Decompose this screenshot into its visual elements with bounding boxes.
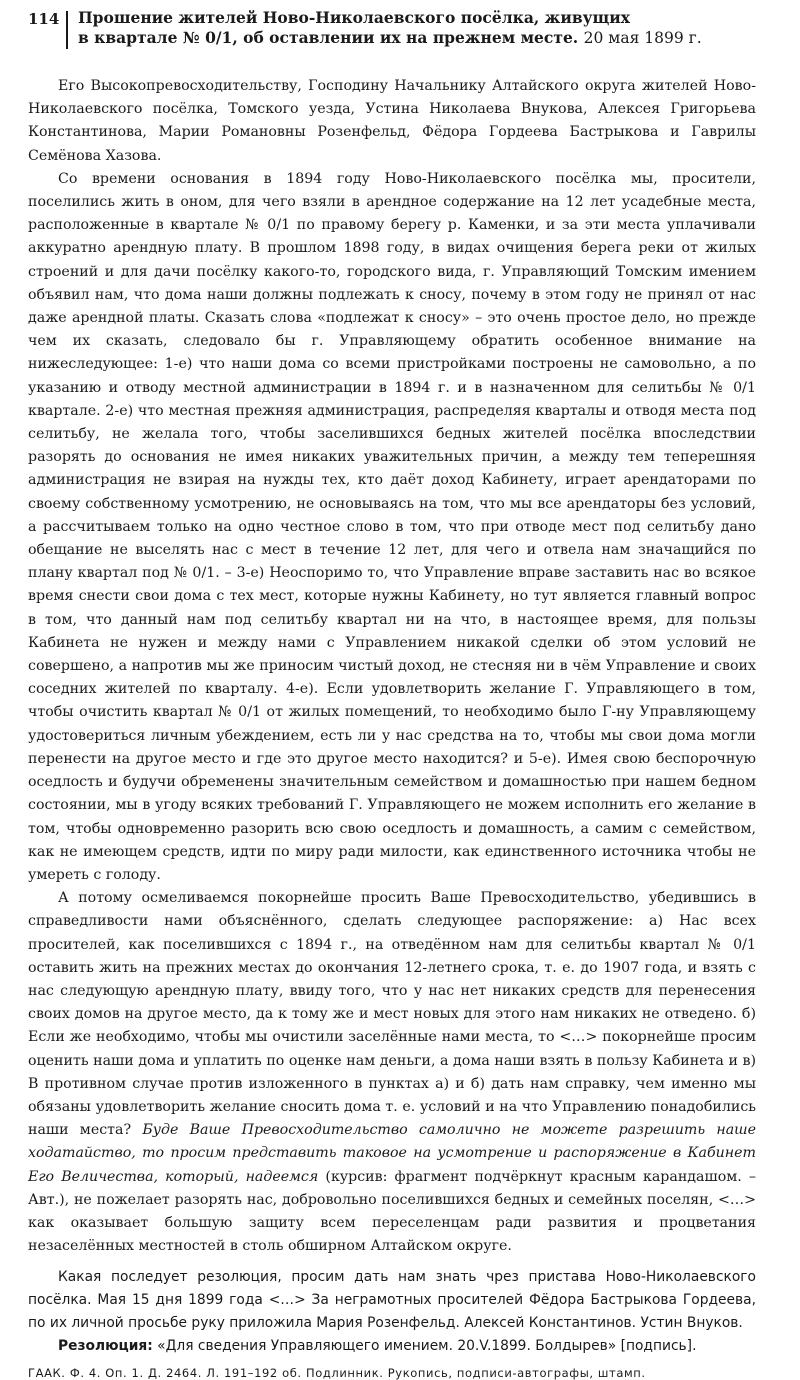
petition-body xyxy=(28,75,756,1258)
signatures-paragraph: Какая последует резолюция, просим дать нам знать чрез пристава Ново-Николаевского посёлка. Мая 15 дня 1899 года <…> За неграмотных просителей Фёдора Бастрыкова Гордеева, по их личной просьбе руку приложила Мария Розенфельд. Алексей Константинов. Устин Внуков. xyxy=(28,1269,756,1332)
page-number: 114 xyxy=(28,10,60,28)
request-text: А потому осмеливаемся покорнейше просить Ваше Превосходительство, убедившись в справедливости нами объяснённого, сделать следующее распоряжение: а) Нас всех просителей, как поселившихся с 1894 г., на отведённом нам для селитьбы квартал № 0/1 оставить жить на прежних местах до окончания 12-летнего срока, т. е. до 1907 года, и взять с нас следующую арендную плату, ввиду того, что у нас нет никаких средств для перенесения своих домов на другое место, да к тому же и мест новых для этого нам никаких не отведено. б) Если же необходимо, чтобы мы очистили заселённые нами места, то <…> покорнейше просим оценить наши дома и уплатить по оценке нам деньги, а дома наши взять в пользу Кабинета и в) В противном случае против изложенного в пунктах а) и б) дать нам справку, чем именно мы обязаны удовлетворить желание сносить дома т. е. условий и на что Управлению понадобились наши места? xyxy=(28,890,756,1139)
closing-section xyxy=(28,1266,756,1358)
address-paragraph: Его Высокопревосходительству, Господину Начальнику Алтайского округа жителей Ново-Николаевского посёлка, Томского уезда, Устина Николаева Внукова, Алексея Григорьева Константинова, Марии Романовны Розенфельд, Фёдора Гордеева Бастрыкова и Гаврилы Семёнова Хазова. xyxy=(28,78,756,164)
resolution-label: Резолюция: xyxy=(58,1338,153,1355)
request-paragraph xyxy=(28,887,756,1258)
archive-reference: ГААК. Ф. 4. Оп. 1. Д. 2464. Л. 191–192 об. Подлинник. Рукопись, подписи-автографы, штамп. xyxy=(28,1366,646,1380)
header-divider xyxy=(66,11,68,49)
request-text-end: (курсив: фрагмент подчёркнут красным карандашом. – Авт.), не пожелает разорять нас, добровольно поселившихся бедных и семейных поселян, <…> как оказывает большую защиту всем переселенцам ради развития и процветания незаселённых местностей в столь обширном Алтайском округе. xyxy=(28,1168,756,1255)
underlined-fragment: Буде Ваше Превосходительство самолично не можете разрешить наше ходатайство, то просим представить таковое на усмотрение и распоряжение в Кабинет Его Величества, который, надеемся xyxy=(28,1122,756,1185)
title-line-1: Прошение жителей Ново-Николаевского посёлка, живущих xyxy=(78,8,631,27)
title-line-2-text: в квартале № 0/1, об оставлении их на прежнем месте. xyxy=(78,28,579,47)
page-header xyxy=(28,8,756,49)
main-paragraph: Со времени основания в 1894 году Ново-Николаевского посёлка мы, просители, поселились жить в оном, для чего взяли в арендное содержание на 12 лет усадебные места, расположенные в квартале № 0/1 по правому берегу р. Каменки, и за эти места уплачивали аккуратно арендную плату. В прошлом 1898 году, в видах очищения берега реки от жилых строений и для дачи посёлку какого-то, городского вида, г. Управляющий Томским имением объявил нам, что дома наши должны подлежать к сносу, почему в этом году не принял от нас даже арендной платы. Сказать слова «подлежат к сносу» – это очень простое дело, но прежде чем их сказать, следовало бы г. Управляющему обратить особенное внимание на нижеследующее: 1-е) что наши дома со всеми пристройками построены не самовольно, а по указанию и отводу местной администрации в 1894 г. и в назначенном для селитьбы № 0/1 квартале. 2-е) что местная прежняя администрация, распределяя кварталы и отводя места под селитьбу, не желала того, чтобы заселившихся бедных жителей посёлка впоследствии разорять до основания не имея никаких уважительных причин, а между тем теперешняя администрация не взирая на нужды тех, кто даёт доход Кабинету, играет арендаторами по своему собственному усмотрению, не основываясь на том, что мы все арендаторы без условий, а рассчитываем только на одно честное слово в том, что при отводе мест под селитьбу дано обещание не выселять нас с мест в течение 12 лет, для чего и отвела нам значащийся по плану квартал под № 0/1. – 3-е) Неоспоримо то, что Управление вправе заставить нас во всякое время снести свои дома с тех мест, которые нужны Кабинету, но тут является главный вопрос в том, что данный нам под селитьбу квартал ни на что, в настоящее время, для пользы Кабинета не нужен и между нами с Управлением никакой сделки об этом условий не совершено, а напротив мы же приносим чистый доход, не стесняя ни в чём Управление и своих соседних жителей по кварталу. 4-е). Если удовлетворить желание Г. Управляющего в том, чтобы очистить квартал № 0/1 от жилых помещений, то необходимо было Г-ну Управляющему удостовериться личным убеждением, есть ли у нас средства на то, чтобы мы свои дома могли перенести на другое место и где это другое место находится? и 5-е). Имея свою беспорочную оседлость и будучи обременены значительным семейством и домашностью при нашем бедном состоянии, мы в угоду всяких требований Г. Управляющего не можем исполнить его желание в том, чтобы одновременно разорить всю свою оседлость и домашность, а самим с семейством, как не имеющем средств, идти по миру ради милости, как единственного источника чтобы не умереть с голоду. xyxy=(28,170,756,883)
document-date: 20 мая 1899 г. xyxy=(583,29,702,47)
document-title xyxy=(78,8,702,48)
resolution-text: «Для сведения Управляющего имением. 20.V.1899. Болдырев» [подпись]. xyxy=(152,1338,697,1355)
title-line-2 xyxy=(78,28,702,48)
resolution-paragraph xyxy=(28,1335,756,1358)
